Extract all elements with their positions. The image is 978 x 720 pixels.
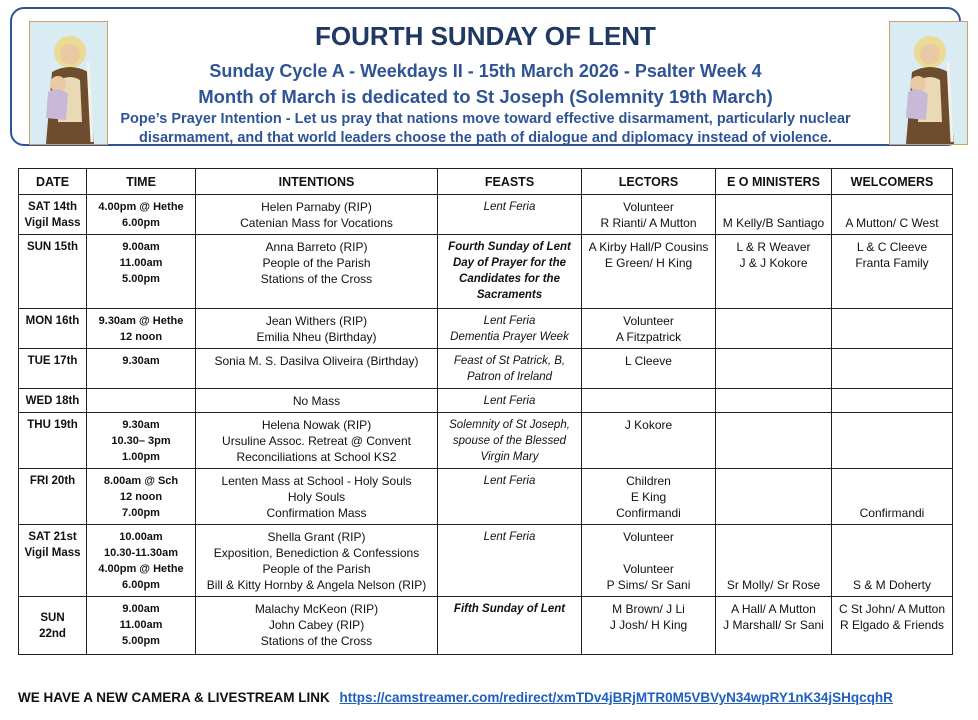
intentions-cell — [196, 195, 438, 235]
time-line: 9.00am — [122, 603, 160, 615]
table-row — [19, 413, 953, 469]
date-cell — [19, 349, 87, 389]
welcomers-line — [835, 473, 949, 489]
feasts-header: FEASTS — [438, 169, 582, 195]
feasts-cell — [438, 525, 582, 597]
welcomers-line: Confirmandi — [859, 506, 925, 520]
lectors-cell — [582, 309, 716, 349]
date-line: Vigil Mass — [24, 217, 81, 229]
lectors-cell — [582, 235, 716, 309]
intentions-line: Confirmation Mass — [266, 506, 367, 520]
welcomers-line: S & M Doherty — [852, 578, 932, 592]
ministers-line: J Marshall/ Sr Sani — [723, 618, 824, 632]
time-line: 5.00pm — [122, 273, 160, 285]
feasts-line: Day of Prayer for the — [452, 257, 567, 269]
intentions-line: Helen Parnaby (RIP) — [261, 200, 372, 214]
lectors-line: Children — [626, 474, 671, 488]
time-line: 11.00am — [119, 257, 163, 269]
time-cell — [87, 309, 196, 349]
lectors-line: Volunteer — [623, 200, 674, 214]
table-row — [19, 235, 953, 309]
lectors-line: E King — [630, 490, 667, 504]
date-cell — [19, 195, 87, 235]
intentions-header: INTENTIONS — [196, 169, 438, 195]
welcomers-cell — [832, 413, 953, 469]
livestream-label: WE HAVE A NEW CAMERA & LIVESTREAM LINK — [18, 690, 330, 705]
lectors-cell — [582, 195, 716, 235]
date-line: SUN 15th — [26, 241, 79, 253]
time-line: 10.30-11.30am — [103, 547, 178, 559]
date-line: SAT 14th — [28, 201, 77, 213]
date-cell — [19, 413, 87, 469]
intentions-cell — [196, 235, 438, 309]
lectors-cell — [582, 597, 716, 655]
feasts-line: Feast of St Patrick, B, — [453, 355, 566, 367]
cycle-line: Sunday Cycle A - Weekdays II - 15th March 2026 - Psalter Week 4 — [209, 61, 762, 81]
welcomers-line — [835, 545, 949, 561]
ministers-line: J & J Kokore — [739, 256, 808, 270]
lectors-line: P Sims/ Sr Sani — [606, 578, 691, 592]
time-cell — [87, 195, 196, 235]
ministers-line: Sr Molly/ Sr Rose — [726, 578, 821, 592]
date-cell — [19, 389, 87, 413]
welcomers-line — [835, 489, 949, 505]
date-line: MON 16th — [25, 315, 80, 327]
lectors-line — [585, 545, 712, 561]
intentions-line: Malachy McKeon (RIP) — [254, 602, 379, 616]
ministers-cell — [716, 597, 832, 655]
ministers-line — [719, 529, 828, 545]
date-line: TUE 17th — [27, 355, 78, 367]
time-line: 12 noon — [119, 331, 163, 343]
livestream-link[interactable]: https://camstreamer.com/redirect/xmTDv4jBRjMTR0M5VBVyN34wpRY1nK34jSHqcqhR — [339, 690, 893, 705]
lectors-line: M Brown/ J Li — [612, 602, 685, 616]
time-line: 4.00pm @ Hethe — [98, 563, 184, 575]
date-line: 22nd — [39, 628, 66, 640]
feasts-line: Sacraments — [476, 289, 543, 301]
table-row — [19, 469, 953, 525]
feasts-line: Lent Feria — [483, 531, 536, 543]
welcomers-line — [835, 529, 949, 545]
welcomers-cell — [832, 597, 953, 655]
intentions-line: John Cabey (RIP) — [268, 618, 365, 632]
time-cell — [87, 235, 196, 309]
feasts-cell — [438, 389, 582, 413]
intentions-line: Exposition, Benediction & Confessions — [213, 546, 420, 560]
date-line: Vigil Mass — [24, 547, 81, 559]
intentions-line: Bill & Kitty Hornby & Angela Nelson (RIP) — [206, 578, 427, 592]
time-line: 11.00am — [119, 619, 163, 631]
lectors-line: J Josh/ H King — [609, 618, 688, 632]
feasts-line: Lent Feria — [483, 395, 536, 407]
table-row — [19, 597, 953, 655]
lectors-line: J Kokore — [624, 418, 673, 432]
welcomers-cell — [832, 389, 953, 413]
intentions-cell — [196, 597, 438, 655]
feasts-line: Fifth Sunday of Lent — [453, 603, 566, 615]
ministers-line — [719, 561, 828, 577]
feasts-line: Patron of Ireland — [466, 371, 553, 383]
date-line: THU 19th — [27, 419, 78, 431]
welcomers-line — [835, 561, 949, 577]
feasts-line: Dementia Prayer Week — [450, 331, 569, 343]
lectors-cell — [582, 389, 716, 413]
welcomers-line — [835, 199, 949, 215]
time-line: 9.30am @ Hethe — [98, 315, 184, 327]
date-line: SUN — [40, 612, 65, 624]
date-cell — [19, 469, 87, 525]
time-line: 6.00pm — [122, 579, 160, 591]
intentions-line: Helena Nowak (RIP) — [261, 418, 372, 432]
time-line: 9.30am — [122, 419, 160, 431]
lectors-header: LECTORS — [582, 169, 716, 195]
date-cell — [19, 309, 87, 349]
time-cell — [87, 389, 196, 413]
feasts-line: spouse of the Blessed — [452, 435, 567, 447]
ministers-cell — [716, 389, 832, 413]
feasts-cell — [438, 469, 582, 525]
lectors-line: Volunteer — [623, 530, 674, 544]
feasts-cell — [438, 597, 582, 655]
table-row — [19, 195, 953, 235]
time-cell — [87, 597, 196, 655]
welcomers-line: A Mutton/ C West — [845, 216, 939, 230]
ministers-line: A Hall/ A Mutton — [731, 602, 816, 616]
table-row — [19, 309, 953, 349]
feasts-line: Candidates for the — [459, 273, 560, 285]
table-row — [19, 525, 953, 597]
ministers-cell — [716, 413, 832, 469]
welcomers-cell — [832, 525, 953, 597]
ministers-cell — [716, 309, 832, 349]
feasts-cell — [438, 235, 582, 309]
time-line: 7.00pm — [122, 507, 160, 519]
lectors-cell — [582, 469, 716, 525]
intentions-line: People of the Parish — [262, 562, 371, 576]
lectors-cell — [582, 413, 716, 469]
lectors-cell — [582, 525, 716, 597]
intentions-cell — [196, 525, 438, 597]
welcomers-line: Franta Family — [855, 256, 929, 270]
date-line: FRI 20th — [29, 475, 76, 487]
ministers-line — [719, 199, 828, 215]
ministers-line: M Kelly/B Santiago — [722, 216, 825, 230]
ministers-cell — [716, 349, 832, 389]
feasts-line: Lent Feria — [483, 201, 536, 213]
feasts-line: Virgin Mary — [480, 451, 539, 463]
lectors-line: A Fitzpatrick — [615, 330, 682, 344]
time-cell — [87, 525, 196, 597]
lectors-cell — [582, 349, 716, 389]
intentions-cell — [196, 389, 438, 413]
intentions-line: Stations of the Cross — [260, 634, 373, 648]
intentions-line: Lenten Mass at School - Holy Souls — [221, 474, 412, 488]
date-cell — [19, 235, 87, 309]
intentions-line: Shella Grant (RIP) — [267, 530, 366, 544]
lectors-line: R Rianti/ A Mutton — [600, 216, 697, 230]
table-row — [19, 389, 953, 413]
intentions-line: Jean Withers (RIP) — [265, 314, 368, 328]
ministers-cell — [716, 525, 832, 597]
welcomers-cell — [832, 195, 953, 235]
feasts-line: Lent Feria — [483, 315, 536, 327]
date-cell — [19, 597, 87, 655]
lectors-line: Confirmandi — [616, 506, 681, 520]
lectors-line: Volunteer — [623, 314, 674, 328]
feasts-line: Lent Feria — [483, 475, 536, 487]
intentions-cell — [196, 349, 438, 389]
table-row — [19, 349, 953, 389]
intentions-cell — [196, 413, 438, 469]
lectors-line: E Green/ H King — [604, 256, 693, 270]
intentions-line: Reconciliations at School KS2 — [236, 450, 397, 464]
time-line: 12 noon — [119, 491, 163, 503]
time-line: 10.30– 3pm — [111, 435, 171, 447]
date-line: WED 18th — [25, 395, 80, 407]
intentions-cell — [196, 469, 438, 525]
intentions-line: People of the Parish — [262, 256, 371, 270]
month-dedication-line: Month of March is dedicated to St Joseph (Solemnity 19th March) — [198, 86, 773, 107]
intentions-line: Stations of the Cross — [260, 272, 373, 286]
welcomers-cell — [832, 469, 953, 525]
lectors-line: Volunteer — [623, 562, 674, 576]
feasts-cell — [438, 309, 582, 349]
intentions-line: No Mass — [292, 394, 341, 408]
time-line: 1.00pm — [122, 451, 160, 463]
intentions-line: Emilia Nheu (Birthday) — [256, 330, 377, 344]
page-title: FOURTH SUNDAY OF LENT — [315, 21, 656, 51]
date-header: DATE — [19, 169, 87, 195]
ministers-header: E O MINISTERS — [716, 169, 832, 195]
time-line: 4.00pm @ Hethe — [98, 201, 184, 213]
intentions-line: Holy Souls — [287, 490, 346, 504]
intentions-line: Ursuline Assoc. Retreat @ Convent — [222, 434, 411, 448]
time-header: TIME — [87, 169, 196, 195]
lectors-line: A Kirby Hall/P Cousins — [588, 240, 709, 254]
time-line: 9.00am — [122, 241, 160, 253]
feasts-line: Fourth Sunday of Lent — [448, 241, 571, 253]
date-line: SAT 21st — [28, 531, 77, 543]
ministers-cell — [716, 469, 832, 525]
time-line: 8.00am @ Sch — [103, 475, 179, 487]
welcomers-cell — [832, 235, 953, 309]
intentions-line: Catenian Mass for Vocations — [240, 216, 393, 230]
welcomers-cell — [832, 349, 953, 389]
time-cell — [87, 469, 196, 525]
mass-schedule-table — [18, 168, 953, 655]
lectors-line: L Cleeve — [625, 354, 672, 368]
ministers-line: L & R Weaver — [736, 240, 811, 254]
time-line: 6.00pm — [122, 217, 160, 229]
welcomers-line: L & C Cleeve — [856, 240, 928, 254]
time-line: 10.00am — [119, 531, 163, 543]
prayer-intention-line-1: Pope’s Prayer Intention - Let us pray that nations move toward effective disarmament, particularly nuclear — [120, 111, 851, 127]
table-header-row — [19, 169, 953, 195]
date-cell — [19, 525, 87, 597]
welcomers-line: R Elgado & Friends — [839, 618, 945, 632]
time-cell — [87, 349, 196, 389]
feasts-cell — [438, 349, 582, 389]
intentions-line: Anna Barreto (RIP) — [265, 240, 368, 254]
feasts-cell — [438, 413, 582, 469]
welcomers-header: WELCOMERS — [832, 169, 953, 195]
bulletin-header — [10, 7, 961, 146]
intentions-cell — [196, 309, 438, 349]
ministers-cell — [716, 195, 832, 235]
livestream-footer — [18, 690, 893, 705]
intentions-line: Sonia M. S. Dasilva Oliveira (Birthday) — [214, 354, 419, 368]
time-cell — [87, 413, 196, 469]
welcomers-line: C St John/ A Mutton — [838, 602, 946, 616]
ministers-line — [719, 545, 828, 561]
time-line: 5.00pm — [122, 635, 160, 647]
welcomers-cell — [832, 309, 953, 349]
feasts-line: Solemnity of St Joseph, — [449, 419, 570, 431]
prayer-intention-line-2: disarmament, and that world leaders choose the path of dialogue and diplomacy instead of violence. — [139, 130, 832, 146]
time-line: 9.30am — [122, 355, 160, 367]
ministers-cell — [716, 235, 832, 309]
feasts-cell — [438, 195, 582, 235]
